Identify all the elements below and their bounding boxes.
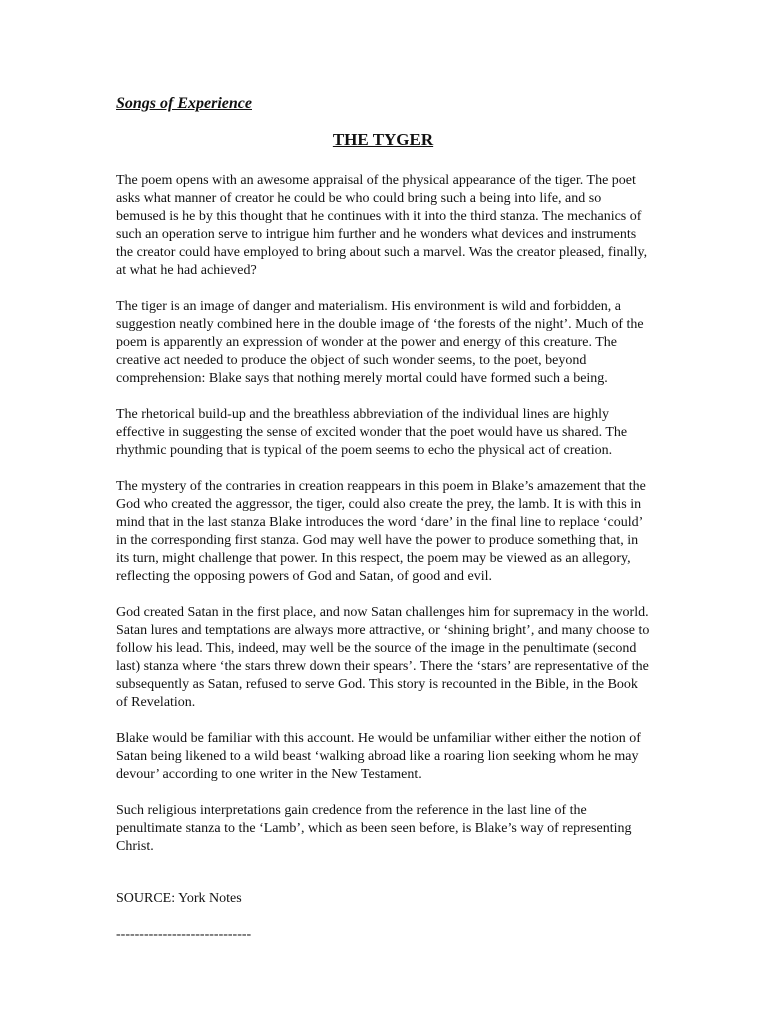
paragraph-7: Such religious interpretations gain credence from the reference in the last line of the penultimate stanza to the ‘Lamb’, which as been seen before, is Blake’s way of representing Christ. — [116, 803, 632, 854]
paragraph-6: Blake would be familiar with this account. He would be unfamiliar wither either the notion of Satan being likened to a wild beast ‘walking abroad like a roaring lion seeking whom he may devour’ according to one writer in the New Testament. — [116, 731, 641, 782]
paragraph-3: The rhetorical build-up and the breathless abbreviation of the individual lines are highly effective in suggesting the sense of excited wonder that the poet would have us shared. The rhythmic pounding that is typical of the poem seems to echo the physical act of creation. — [116, 407, 628, 458]
paragraph-2: The tiger is an image of danger and materialism. His environment is wild and forbidden, a suggestion neatly combined here in the double image of ‘the forests of the night’. Much of the poem is apparently an expression of wonder at the power and energy of this creature. The creative act needed to produce the object of such wonder seems, to the poet, beyond comprehension: Blake says that nothing merely mortal could have formed such a being. — [116, 299, 644, 386]
page-title: THE TYGER — [332, 130, 434, 149]
paragraph-5: God created Satan in the first place, and now Satan challenges him for supremacy in the world. Satan lures and temptations are always more attractive, or ‘shining bright’, and many choose to follow his lead. This, indeed, may well be the source of the image in the penultimate (second last) stanza where ‘the stars threw down their spears’. There the ‘stars’ are representative of the subsequently as Satan, refused to serve God. This story is recounted in the Bible, in the Book of Revelation. — [116, 605, 650, 710]
document-page — [116, 94, 650, 944]
paragraph-4: The mystery of the contraries in creation reappears in this poem in Blake’s amazement that the God who created the aggressor, the tiger, could also create the prey, the lamb. It is with this in mind that in the last stanza Blake introduces the word ‘dare’ in the final line to replace ‘could’ in the corresponding first stanza. God may well have the power to produce something that, in its turn, might challenge that power. In this respect, the poem may be viewed as an allegory, reflecting the opposing powers of God and Satan, of good and evil. — [116, 479, 646, 584]
section-heading: Songs of Experience — [116, 95, 252, 112]
body-text — [116, 172, 650, 856]
paragraph-1: The poem opens with an awesome appraisal of the physical appearance of the tiger. The poet asks what manner of creator he could be who could bring such a being into life, and so bemused is he by this thought that he continues with it into the third stanza. The mechanics of such an operation serve to intrigue him further and he wonders what devices and instruments the creator could have employed to bring about such a marvel. Was the creator pleased, finally, at what he had achieved? — [116, 173, 648, 278]
divider-line: ----------------------------- — [116, 927, 252, 942]
source-citation: SOURCE: York Notes — [116, 891, 242, 906]
